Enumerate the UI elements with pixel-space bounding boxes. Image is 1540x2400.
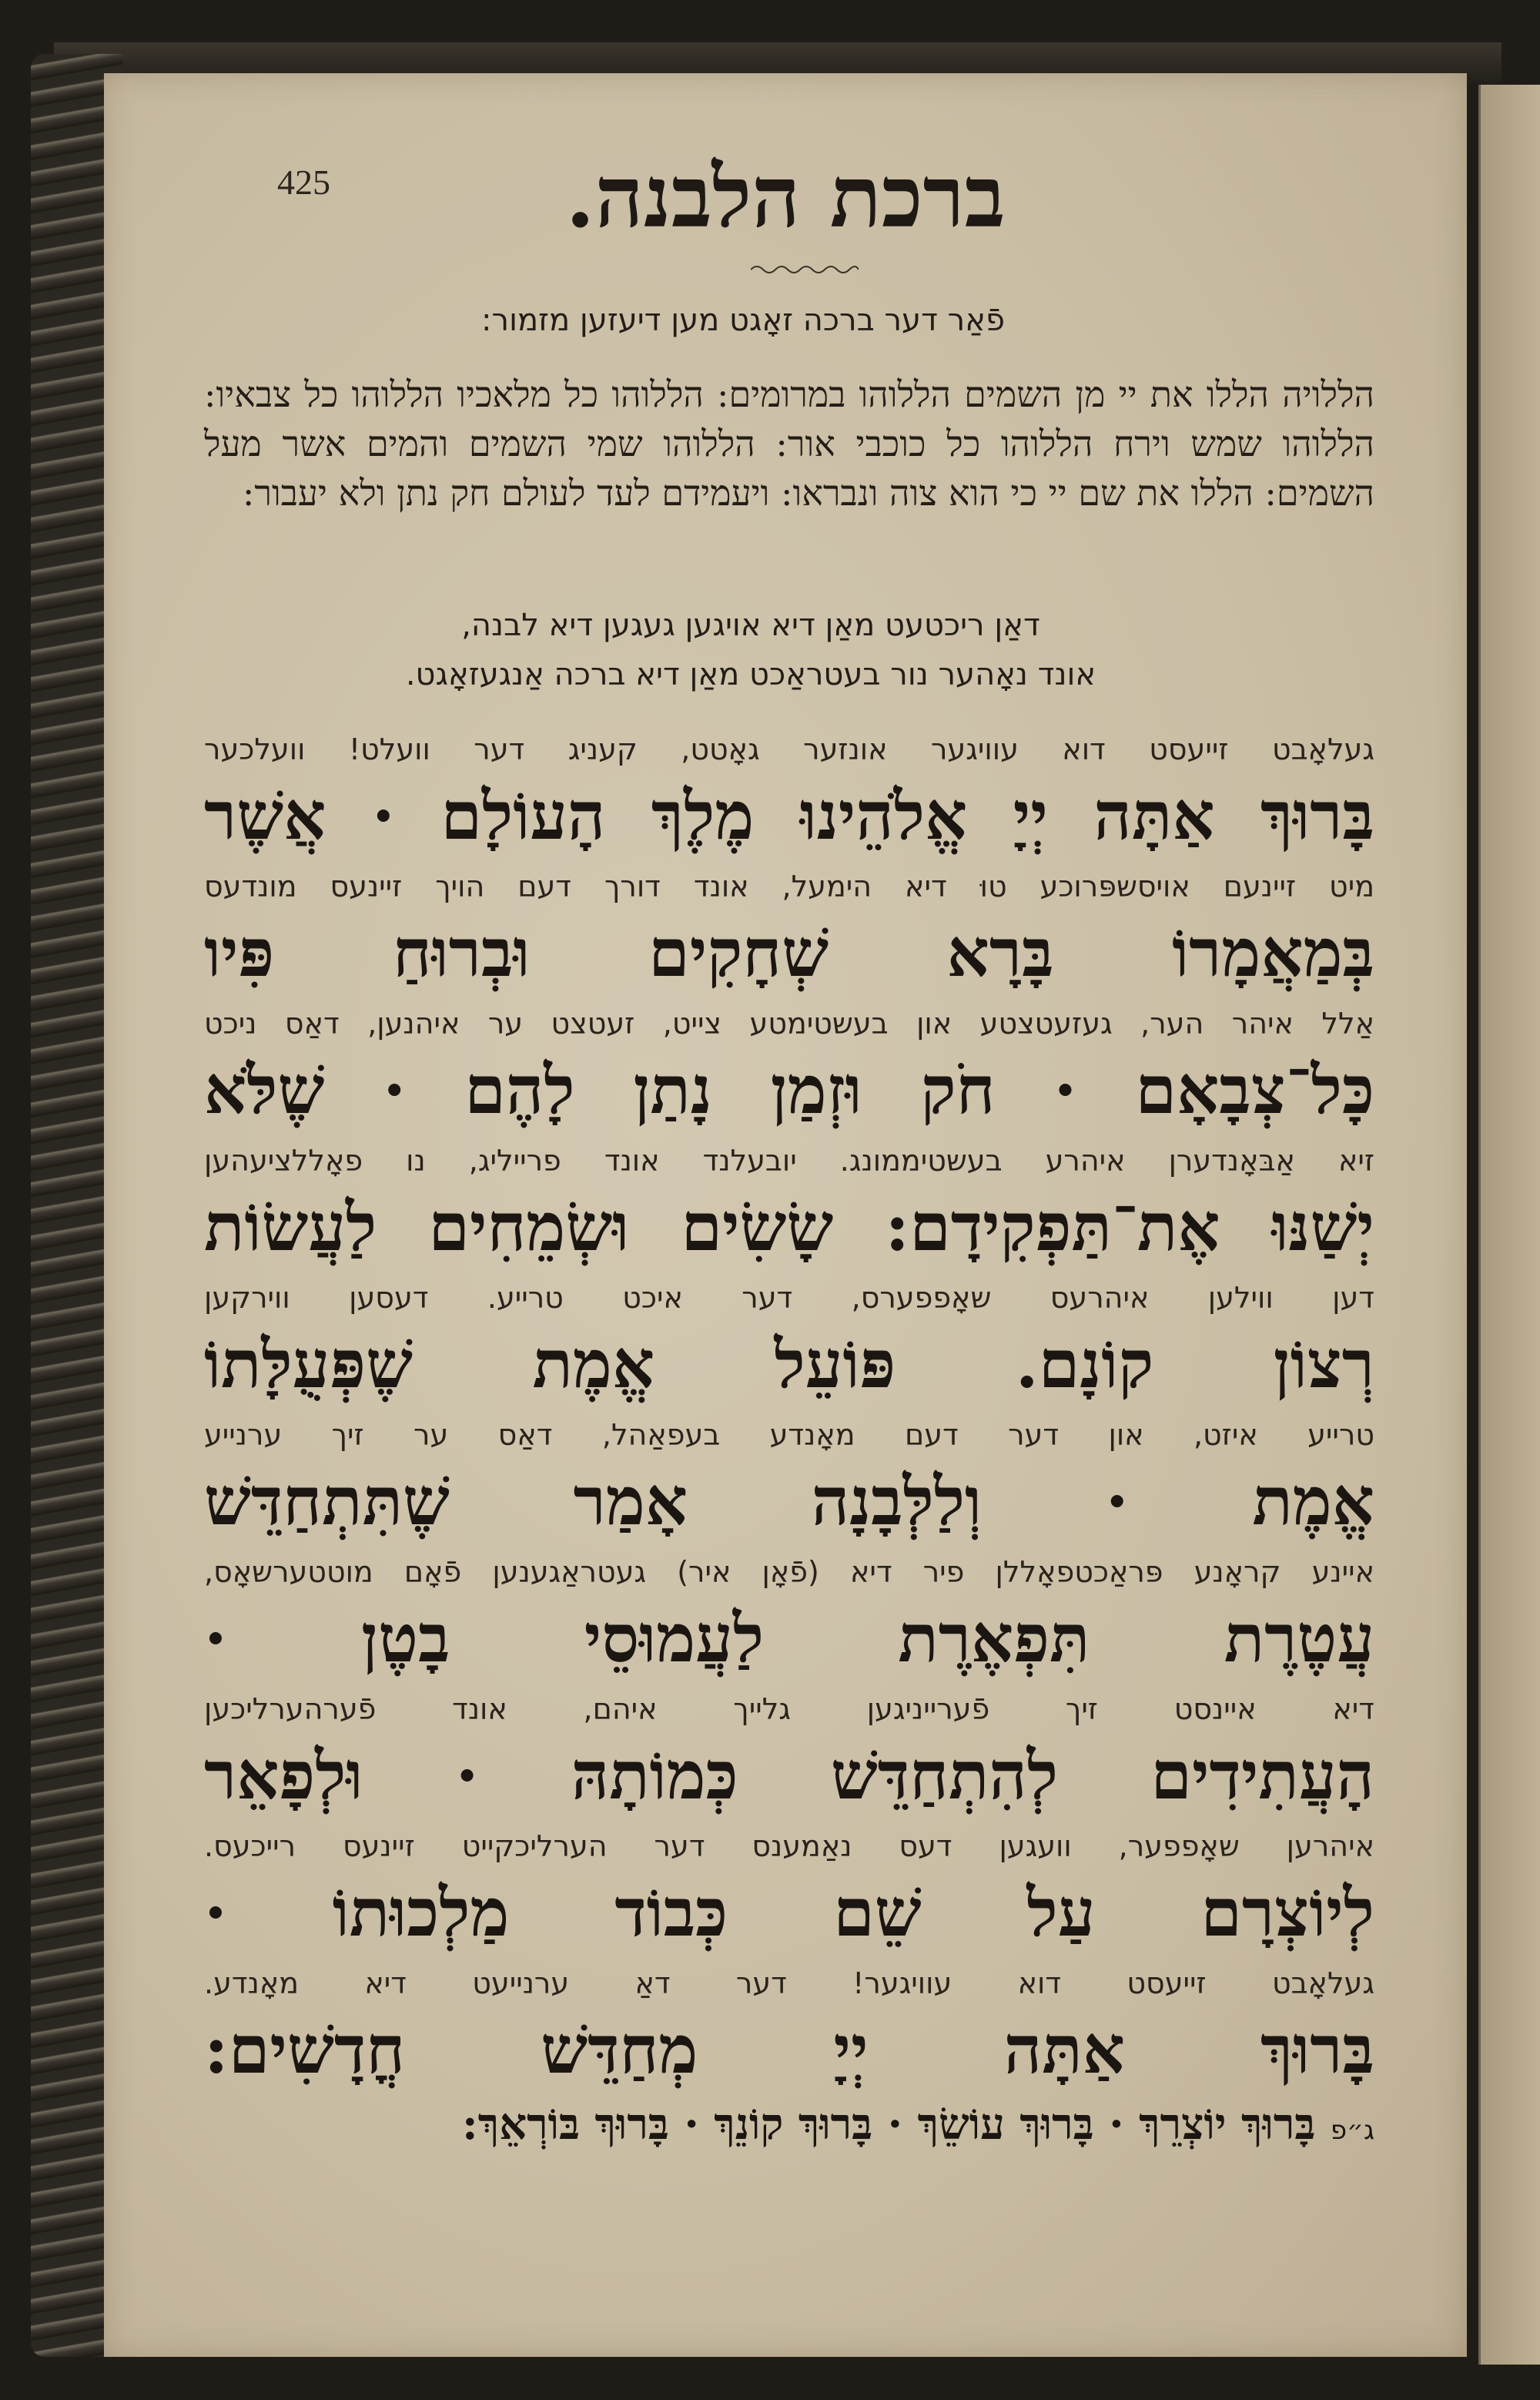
hebrew-blessing-line: עֲטֶרֶת תִּפְאֶרֶת לַעֲמוּסֵי בָטֶן · bbox=[204, 1600, 1374, 1678]
section-subheading: פֿאַר דער ברכה זאָגט מען דיעזען מזמור: bbox=[481, 303, 1005, 338]
text-pair bbox=[204, 1962, 1374, 2096]
yiddish-translation-line: דיא איינסט זיך פֿערייניגען גלייך איהם, אונד פֿערהערליכען bbox=[204, 1692, 1374, 1726]
psalm-paragraph: הללויה הללו את יי מן השמים הללוהו במרומים: הללוהו כל מלאכיו הללוהו כל צבאיו: הללוהו שמש וירח הללוהו כל כוכבי אור: הללוהו שמי השמים והמים אשר מעל השמים: הללו את שם יי כי הוא צוה ונבראו: ויעמידם לעד לעולם חק נתן ולא יעבור: bbox=[204, 374, 1374, 514]
hebrew-blessing-line: לְיוֹצְרָם עַל שֵׁם כְּבוֹד מַלְכוּתוֹ · bbox=[204, 1874, 1374, 1952]
text-pair bbox=[204, 865, 1374, 999]
hebrew-blessing-line: רְצוֹן קוֹנָם. פּוֹעֵל אֱמֶת שֶׁפְּעֻלָּתוֹ bbox=[204, 1326, 1374, 1403]
page-number: 425 bbox=[277, 163, 330, 202]
yiddish-translation-line: אַלל איהר הער, געזעטצטע און בעשטימטע צייט, זעטצט ער איהנען, דאַס ניכט bbox=[204, 1007, 1374, 1041]
hebrew-blessing-line: אֱמֶת · וְלַלְּבָנָה אָמַר שֶׁתִּתְחַדֵּשׁ bbox=[204, 1463, 1374, 1540]
yiddish-translation-line: איינע קראָנע פּראַכטפאָללן פיר דיא (פֿאָן איר) געטראַגענען פֿאָם מוטטערשאָס, bbox=[204, 1555, 1374, 1589]
hebrew-blessing-line: הָעֲתִידִים לְהִתְחַדֵּשׁ כְּמוֹתָהּ · וּלְפָאֵר bbox=[204, 1737, 1374, 1815]
yiddish-translation-line: מיט זיינעם אויסשפּרוכע טוּ דיא הימעל, אונד דורך דעם הויך זיינעס מונדעס bbox=[204, 870, 1374, 903]
page-title: ברכת הלבנה. bbox=[565, 147, 1006, 246]
instruction-line: דאַן ריכטעט מאַן דיא אויגען געגען דיא לבנה, bbox=[461, 608, 1040, 643]
hebrew-blessing-line: יְשַׁנּוּ אֶת־תַּפְקִידָם: שָׂשִׂים וּשְׂמֵחִים לַעֲשׂוֹת bbox=[204, 1188, 1374, 1266]
instruction-note bbox=[308, 601, 1194, 699]
text-pair bbox=[204, 1276, 1374, 1410]
hebrew-blessing-line: כָּל־צְבָאָם · חֹק וּזְמַן נָתַן לָהֶם · שֶׁלֹּא bbox=[204, 1051, 1374, 1129]
text-pair bbox=[204, 1139, 1374, 1273]
repeat-marker: ג״פ bbox=[1330, 2115, 1374, 2146]
text-pair bbox=[204, 1688, 1374, 1822]
decorative-squiggle bbox=[751, 262, 859, 277]
instruction-line: אונד נאָהער נור בעטראַכט מאַן דיא ברכה אַנגעזאָגט. bbox=[405, 657, 1096, 692]
text-pair bbox=[204, 1413, 1374, 1547]
yiddish-translation-line: געלאָבט זייעסט דוא עוויגער אונזער גאָטט, קעניג דער וועלט! וועלכער bbox=[204, 732, 1374, 766]
text-pair bbox=[204, 1550, 1374, 1684]
hebrew-blessing-line: בָּרוּךְ אַתָּה יְיָ מְחַדֵּשׁ חֳדָשִׁים: bbox=[204, 2011, 1374, 2089]
hebrew-blessing-line: בָּרוּךְ אַתָּה יְיָ אֱלֹהֵינוּ מֶלֶךְ הָעוֹלָם · אֲשֶׁר bbox=[204, 777, 1374, 855]
adjacent-page-edge bbox=[1478, 85, 1540, 2365]
yiddish-translation-line: איהרען שאָפפער, וועגען דעס נאַמענס דער הערליכקייט זיינעס רייכעס. bbox=[204, 1829, 1374, 1863]
closing-blessing-text: בָּרוּךְ יוֹצְרֵךְ · בָּרוּךְ עוֹשֵׂךְ · בָּרוּךְ קוֹנֵךְ · בָּרוּךְ בּוֹרְאֵךְ: bbox=[462, 2099, 1316, 2150]
hebrew-blessing-line: בְּמַאֲמָרוֹ בָּרָא שְׁחָקִים וּבְרוּחַ פִּיו bbox=[204, 914, 1374, 992]
yiddish-translation-line: טרייע איזט, און דער דעם מאָנדע בעפאַהל, דאַס ער זיך ערנייע bbox=[204, 1418, 1374, 1452]
yiddish-translation-line: געלאָבט זייעסט דוא עוויגער! דער דאַ ערנייעט דיא מאָנדע. bbox=[204, 1966, 1374, 2000]
text-pair bbox=[204, 1002, 1374, 1136]
closing-blessing-line bbox=[204, 2099, 1374, 2150]
yiddish-translation-line: זיא אַבּאָנדערן איהרע בעשטיממונג. יובעלנד אונד פרייליג, נו פאָללציעהען bbox=[204, 1144, 1374, 1178]
yiddish-translation-line: דען ווילען איהרעס שאָפפערס, דער איכט טרייע. דעסען ווירקען bbox=[204, 1281, 1374, 1315]
text-pair bbox=[204, 1825, 1374, 1959]
text-pair bbox=[204, 728, 1374, 862]
